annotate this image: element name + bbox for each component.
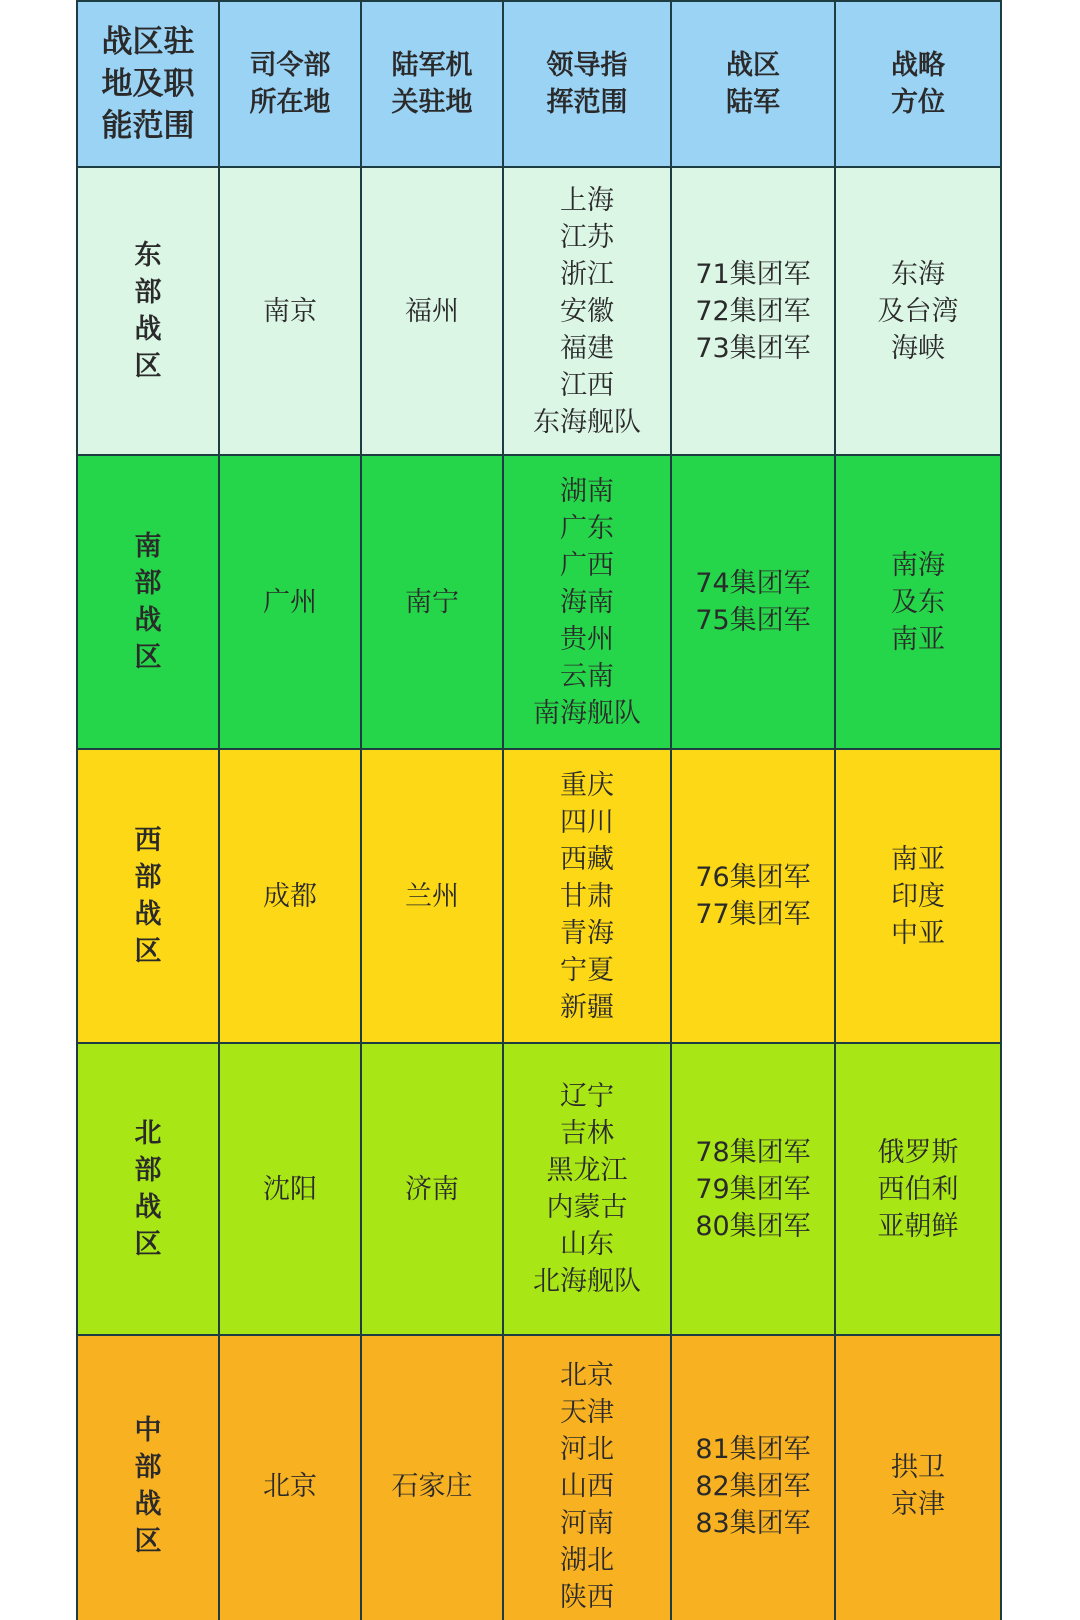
hq-city: 沈阳	[219, 1043, 361, 1335]
command-scope: 上海 江苏 浙江 安徽 福建 江西 东海舰队	[503, 167, 671, 455]
theater-name: 北 部 战 区	[77, 1043, 219, 1335]
group-armies: 74集团军 75集团军	[671, 455, 835, 749]
army-hq-city: 石家庄	[361, 1335, 503, 1620]
hq-city: 广州	[219, 455, 361, 749]
command-scope: 湖南 广东 广西 海南 贵州 云南 南海舰队	[503, 455, 671, 749]
table-body	[77, 1, 1001, 1620]
strategic-direction: 南亚 印度 中亚	[835, 749, 1001, 1043]
hq-city: 成都	[219, 749, 361, 1043]
table-row	[77, 749, 1001, 1043]
army-hq-city: 济南	[361, 1043, 503, 1335]
theater-name: 中 部 战 区	[77, 1335, 219, 1620]
header-row	[77, 1, 1001, 167]
command-scope: 辽宁 吉林 黑龙江 内蒙古 山东 北海舰队	[503, 1043, 671, 1335]
group-armies: 78集团军 79集团军 80集团军	[671, 1043, 835, 1335]
theater-command-table	[76, 0, 1002, 1620]
theater-table-container	[76, 0, 1000, 1620]
army-hq-city: 南宁	[361, 455, 503, 749]
command-scope: 重庆 四川 西藏 甘肃 青海 宁夏 新疆	[503, 749, 671, 1043]
table-row	[77, 167, 1001, 455]
strategic-direction: 东海 及台湾 海峡	[835, 167, 1001, 455]
table-row	[77, 1335, 1001, 1620]
table-row	[77, 455, 1001, 749]
header-cell-army-hq: 陆军机 关驻地	[361, 1, 503, 167]
army-hq-city: 福州	[361, 167, 503, 455]
header-cell-armies: 战区 陆军	[671, 1, 835, 167]
theater-name: 东 部 战 区	[77, 167, 219, 455]
group-armies: 81集团军 82集团军 83集团军	[671, 1335, 835, 1620]
table-row	[77, 1043, 1001, 1335]
header-cell-direction: 战略 方位	[835, 1, 1001, 167]
strategic-direction: 俄罗斯 西伯利 亚朝鲜	[835, 1043, 1001, 1335]
theater-name: 西 部 战 区	[77, 749, 219, 1043]
header-cell-hq: 司令部 所在地	[219, 1, 361, 167]
strategic-direction: 南海 及东 南亚	[835, 455, 1001, 749]
hq-city: 南京	[219, 167, 361, 455]
army-hq-city: 兰州	[361, 749, 503, 1043]
hq-city: 北京	[219, 1335, 361, 1620]
theater-name: 南 部 战 区	[77, 455, 219, 749]
group-armies: 71集团军 72集团军 73集团军	[671, 167, 835, 455]
header-cell-scope: 领导指 挥范围	[503, 1, 671, 167]
header-cell-scope-title: 战区驻 地及职 能范围	[77, 1, 219, 167]
command-scope: 北京 天津 河北 山西 河南 湖北 陕西	[503, 1335, 671, 1620]
strategic-direction: 拱卫 京津	[835, 1335, 1001, 1620]
group-armies: 76集团军 77集团军	[671, 749, 835, 1043]
